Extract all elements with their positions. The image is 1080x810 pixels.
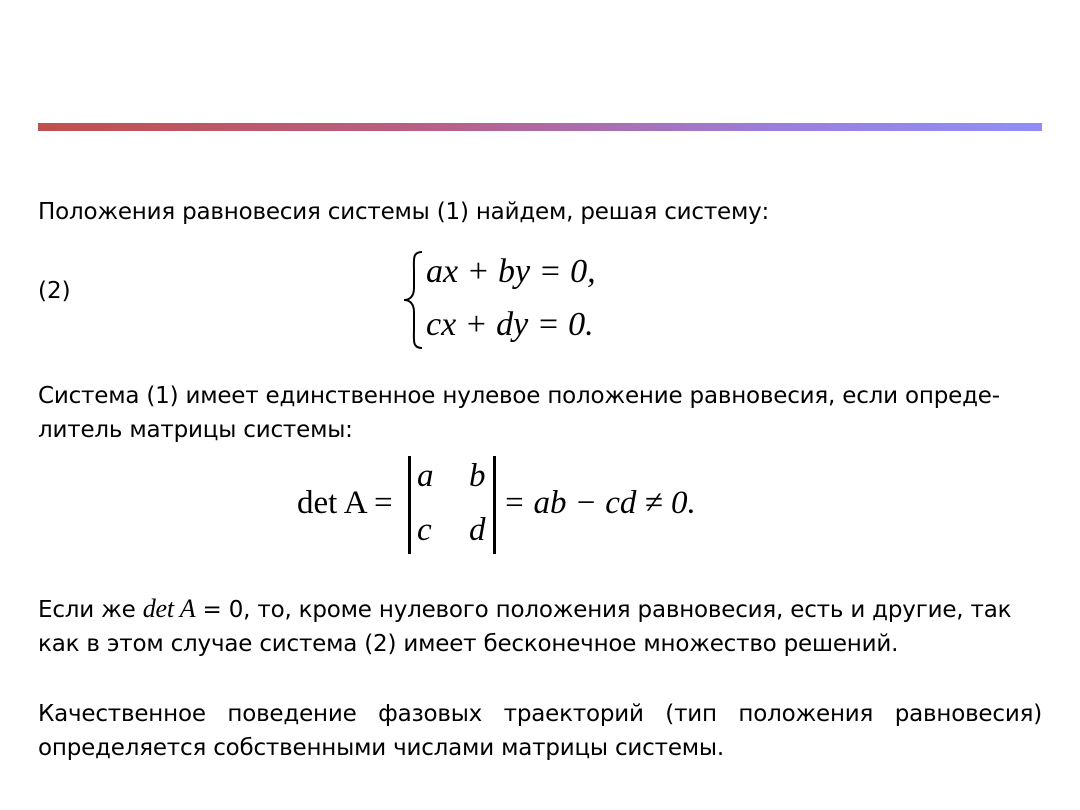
system-equation-2: cx + dy = 0. xyxy=(426,306,594,343)
determinant-left: det A = xyxy=(297,485,393,521)
case-zero-det: det A xyxy=(142,594,196,623)
uniqueness-paragraph xyxy=(38,379,1042,447)
title-divider-rule xyxy=(38,123,1042,131)
case-zero-prefix: Если же xyxy=(38,597,136,623)
uniqueness-line-2: литель матрицы системы: xyxy=(38,417,353,443)
matrix-cell-a: a xyxy=(417,458,434,494)
matrix-cell-b: b xyxy=(469,458,486,494)
intro-paragraph: Положения равновесия системы (1) найдем, решая систему: xyxy=(38,199,770,225)
system-label: (2) xyxy=(38,278,71,304)
conclusion-paragraph: Качественное поведение фазовых траекторий (тип положения равновесия) определяется собственными числами матрицы системы. xyxy=(38,701,1042,761)
case-zero-eq: = 0 xyxy=(202,597,244,623)
system-equation-1: ax + by = 0, xyxy=(426,253,596,290)
matrix-cell-d: d xyxy=(469,512,486,548)
case-zero-rest: , то, кроме нулевого положения равновесия, есть и другие, так как в этом случае система (2) имеет бесконечное множество решений. xyxy=(38,597,1012,657)
matrix-cell-c: c xyxy=(417,512,432,548)
determinant-right: = ab − cd ≠ 0. xyxy=(503,485,696,521)
case-zero-paragraph xyxy=(38,592,1042,661)
uniqueness-line-1: Система (1) имеет единственное нулевое положение равновесия, если опреде- xyxy=(38,383,1000,409)
system-brace-icon xyxy=(400,250,426,350)
determinant-matrix xyxy=(408,456,496,554)
